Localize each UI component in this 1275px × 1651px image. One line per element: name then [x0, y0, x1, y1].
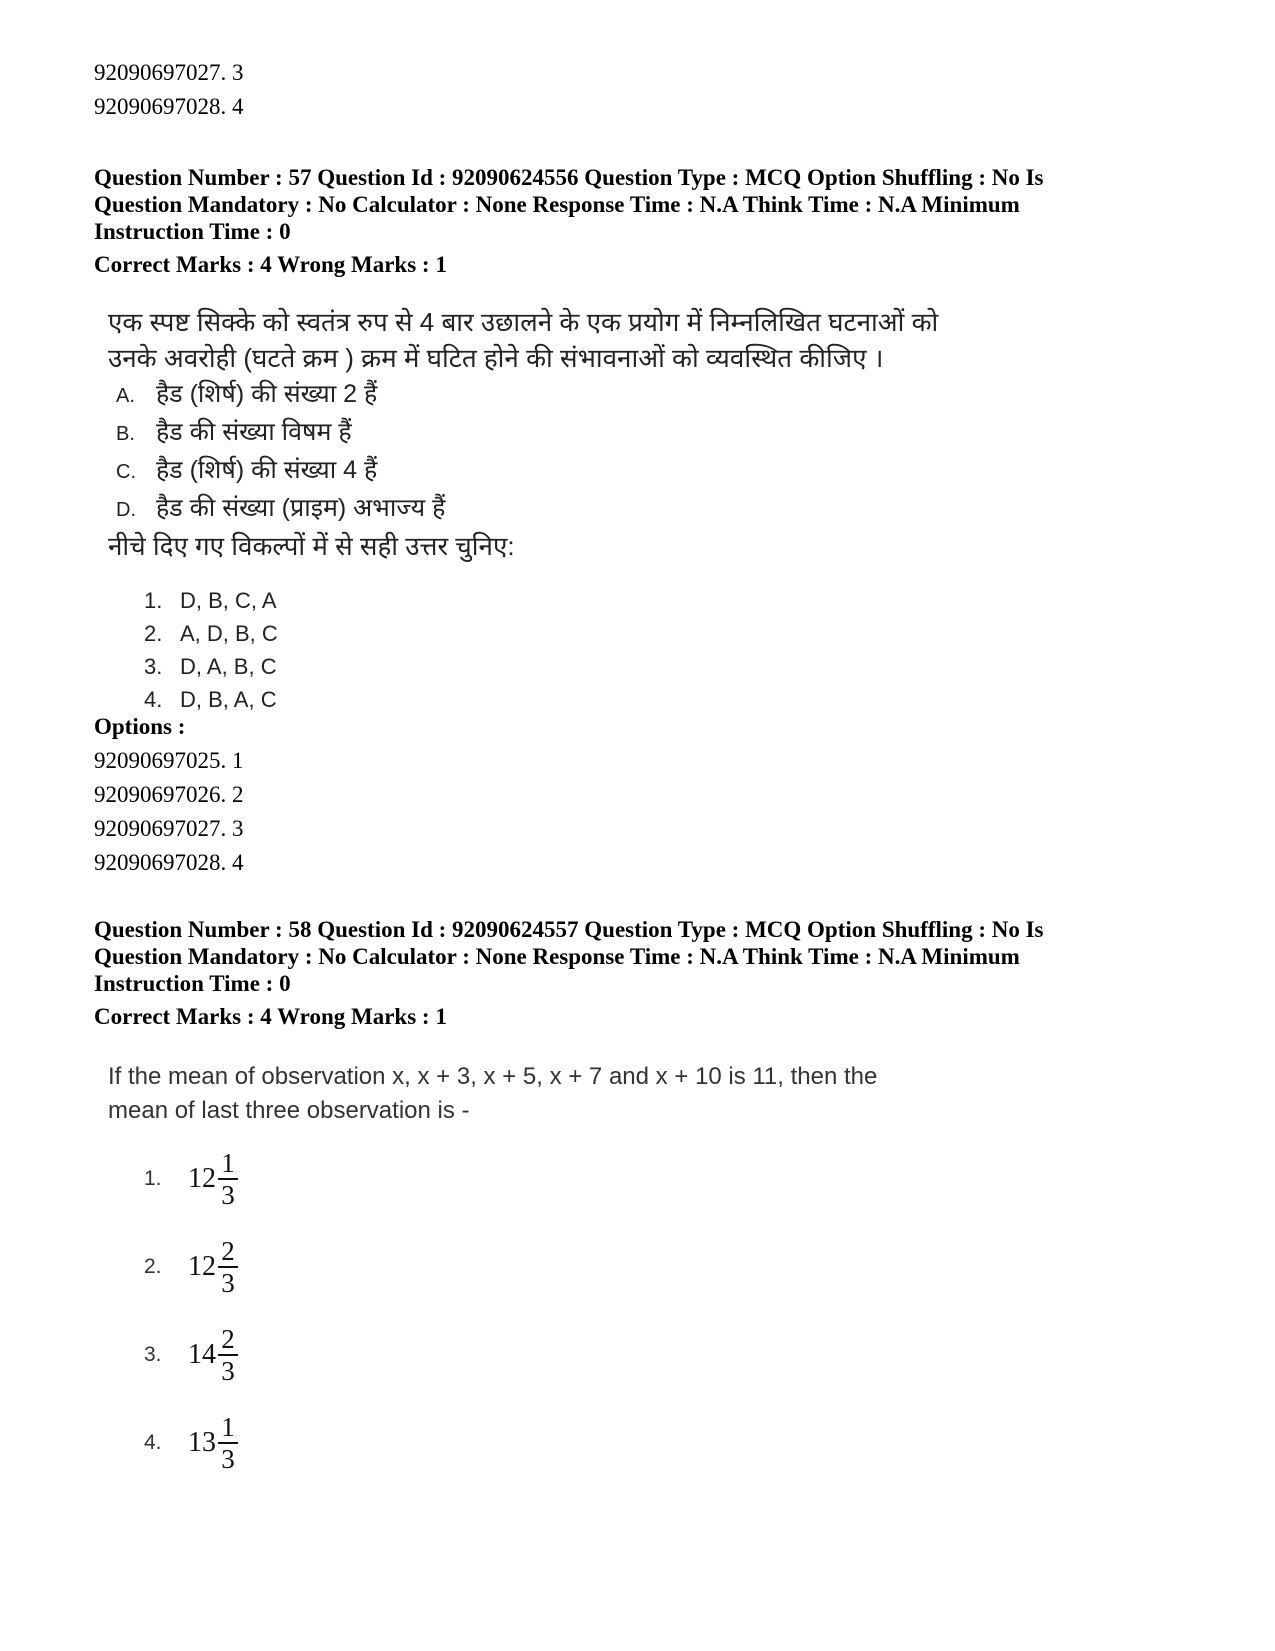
choice-item [144, 1311, 238, 1399]
whole-part: 12 [188, 1163, 216, 1194]
q58-header [94, 916, 1194, 1030]
option-line: 92090697025. 1 [94, 748, 244, 773]
q57-header [94, 164, 1194, 278]
option-line: 92090697027. 3 [94, 816, 244, 841]
choice-number: 4. [144, 1431, 162, 1454]
question-text: mean of last three observation is - [108, 1097, 470, 1124]
denominator: 3 [221, 1356, 235, 1386]
choice-item [144, 584, 938, 617]
instruction-text: नीचे दिए गए विकल्पों में से सही उत्तर चुनिए: [108, 531, 515, 561]
mixed-number [188, 1324, 238, 1386]
fraction [218, 1324, 238, 1386]
statement-label: A. [116, 385, 135, 407]
statement-list [108, 376, 938, 528]
q58-question [108, 1060, 877, 1128]
choice-number: 1. [144, 588, 163, 613]
choice-item [144, 650, 938, 683]
numerator: 1 [221, 1148, 235, 1178]
denominator: 3 [221, 1180, 235, 1210]
mixed-number [188, 1412, 238, 1474]
header-line: Instruction Time : 0 [94, 219, 291, 244]
choice-text: D, A, B, C [180, 654, 277, 679]
statement-label: D. [116, 499, 136, 521]
choice-number: 2. [144, 621, 163, 646]
statement-text: हैड (शिर्ष) की संख्या 4 हैं [156, 456, 378, 484]
choice-item [144, 617, 938, 650]
top-options [94, 56, 244, 124]
choice-number: 4. [144, 687, 163, 712]
choice-number: 1. [144, 1167, 162, 1190]
whole-part: 12 [188, 1251, 216, 1282]
choice-text: A, D, B, C [180, 621, 278, 646]
options-heading: Options : [94, 714, 186, 739]
statement-text: हैड (शिर्ष) की संख्या 2 हैं [156, 380, 378, 408]
q57-question [108, 304, 938, 716]
whole-part: 14 [188, 1339, 216, 1370]
option-line: 92090697028. 4 [94, 850, 244, 875]
option-line: 92090697028. 4 [94, 94, 244, 119]
choice-text: D, B, C, A [180, 588, 277, 613]
statement-item [116, 490, 938, 528]
denominator: 3 [221, 1444, 235, 1474]
whole-part: 13 [188, 1427, 216, 1458]
fraction [218, 1412, 238, 1474]
statement-item [116, 414, 938, 452]
statement-item [116, 452, 938, 490]
numerator: 1 [221, 1412, 235, 1442]
statement-label: B. [116, 423, 135, 445]
statement-text: हैड की संख्या (प्राइम) अभाज्य हैं [156, 494, 446, 522]
fraction [218, 1148, 238, 1210]
header-line: Instruction Time : 0 [94, 971, 291, 996]
choice-number: 3. [144, 654, 163, 679]
statement-text: हैड की संख्या विषम हैं [156, 418, 352, 446]
denominator: 3 [221, 1268, 235, 1298]
choice-item [144, 683, 938, 716]
q58-choice-list [144, 1135, 238, 1487]
question-text: If the mean of observation x, x + 3, x + 5, x + 7 and x + 10 is 11, then the [108, 1063, 878, 1090]
choice-item [144, 1399, 238, 1487]
choice-item [144, 1223, 238, 1311]
q57-options [94, 710, 244, 880]
question-text: एक स्पष्ट सिक्के को स्वतंत्र रुप से 4 बार उछालने के एक प्रयोग में निम्नलिखित घटनाओं को [108, 307, 939, 337]
choice-number: 2. [144, 1255, 162, 1278]
header-line: Question Mandatory : No Calculator : None Response Time : N.A Think Time : N.A Minimum [94, 192, 1020, 217]
option-line: 92090697026. 2 [94, 782, 244, 807]
option-line: 92090697027. 3 [94, 60, 244, 85]
header-line: Question Mandatory : No Calculator : None Response Time : N.A Think Time : N.A Minimum [94, 944, 1020, 969]
numerator: 2 [221, 1324, 235, 1354]
mixed-number [188, 1236, 238, 1298]
header-line: Question Number : 57 Question Id : 92090624556 Question Type : MCQ Option Shuffling : No Is [94, 165, 1044, 190]
header-line: Question Number : 58 Question Id : 92090624557 Question Type : MCQ Option Shuffling : No Is [94, 917, 1044, 942]
marks-line: Correct Marks : 4 Wrong Marks : 1 [94, 1004, 447, 1029]
fraction [218, 1236, 238, 1298]
numerator: 2 [221, 1236, 235, 1266]
choice-text: D, B, A, C [180, 687, 277, 712]
choice-number: 3. [144, 1343, 162, 1366]
choice-item [144, 1135, 238, 1223]
statement-item [116, 376, 938, 414]
choice-list [108, 584, 938, 716]
statement-label: C. [116, 461, 136, 483]
marks-line: Correct Marks : 4 Wrong Marks : 1 [94, 252, 447, 277]
mixed-number [188, 1148, 238, 1210]
question-text: उनके अवरोही (घटते क्रम ) क्रम में घटित होने की संभावनाओं को व्यवस्थित कीजिए । [108, 343, 884, 373]
